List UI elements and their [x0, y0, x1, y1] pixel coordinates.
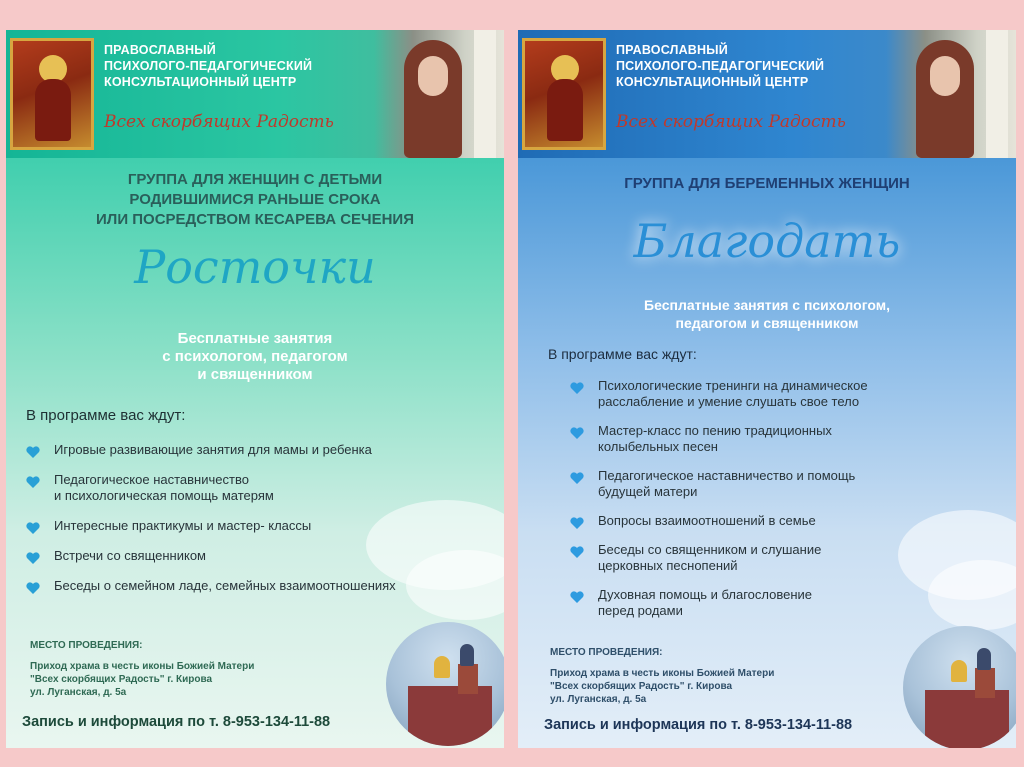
list-item-text: Педагогическое наставничество и психологическая помощь матерям [54, 472, 274, 503]
poster-header [518, 30, 1016, 158]
list-item [570, 513, 1000, 529]
woman-photo [374, 30, 504, 158]
list-item [26, 578, 496, 594]
heart-icon [570, 517, 584, 529]
venue-address: Приход храма в честь иконы Божией Матери "Всех скорбящих Радость" г. Кирова ул. Луганская, д. 5а [550, 668, 775, 705]
list-item-text: Вопросы взаимоотношений в семье [598, 513, 816, 528]
heart-icon [570, 472, 584, 484]
heart-icon [570, 591, 584, 603]
venue-label: МЕСТО ПРОВЕДЕНИЯ: [550, 647, 663, 658]
list-item [26, 518, 496, 534]
heart-icon [570, 546, 584, 558]
venue-address: Приход храма в честь иконы Божией Матери "Всех скорбящих Радость" г. Кирова ул. Луганская, д. 5а [30, 661, 255, 698]
list-item-text: Мастер-класс по пению традиционных колыбельных песен [598, 423, 832, 454]
church-photo [386, 622, 504, 746]
orthodox-icon-image [10, 38, 94, 150]
list-item-text: Игровые развивающие занятия для мамы и ребенка [54, 442, 372, 457]
org-name: ПРАВОСЛАВНЫЙ ПСИХОЛОГО-ПЕДАГОГИЧЕСКИЙ КОНСУЛЬТАЦИОННЫЙ ЦЕНТР [616, 43, 825, 89]
group-title: ГРУППА ДЛЯ БЕРЕМЕННЫХ ЖЕНЩИН [624, 175, 910, 192]
heart-icon [26, 522, 40, 534]
heart-icon [26, 476, 40, 488]
group-title: ГРУППА ДЛЯ ЖЕНЩИН С ДЕТЬМИ РОДИВШИМИСЯ РАНЬШЕ СРОКА ИЛИ ПОСРЕДСТВОМ КЕСАРЕВА СЕЧЕНИЯ [96, 171, 414, 228]
list-item [570, 587, 1000, 619]
list-item [26, 548, 496, 564]
list-item-text: Беседы о семейном ладе, семейных взаимоотношениях [54, 578, 396, 593]
org-script-name: Всех скорбящих Радость [616, 112, 846, 132]
script-title: Благодать [633, 214, 901, 268]
venue-label: МЕСТО ПРОВЕДЕНИЯ: [30, 640, 143, 651]
script-title: Росточки [134, 240, 376, 294]
heart-icon [26, 552, 40, 564]
church-photo [903, 626, 1016, 748]
program-list [26, 442, 496, 608]
list-item-text: Интересные практикумы и мастер- классы [54, 518, 312, 533]
list-item-text: Духовная помощь и благословение перед родами [598, 587, 813, 618]
list-item [570, 542, 1000, 574]
list-item [26, 472, 496, 504]
list-item-text: Педагогическое наставничество и помощь будущей матери [598, 468, 856, 499]
program-label: В программе вас ждут: [548, 346, 697, 362]
list-item [570, 423, 1000, 455]
heart-icon [26, 446, 40, 458]
list-item [570, 378, 1000, 410]
phone-info: Запись и информация по т. 8-953-134-11-88 [22, 714, 331, 730]
list-item [26, 442, 496, 458]
heart-icon [570, 427, 584, 439]
list-item-text: Психологические тренинги на динамическое расслабление и умение слушать свое тело [598, 378, 868, 409]
orthodox-icon-image [522, 38, 606, 150]
list-item-text: Встречи со священником [54, 548, 206, 563]
program-list [570, 378, 1000, 632]
phone-info: Запись и информация по т. 8-953-134-11-88 [544, 717, 853, 733]
org-name: ПРАВОСЛАВНЫЙ ПСИХОЛОГО-ПЕДАГОГИЧЕСКИЙ КОНСУЛЬТАЦИОННЫЙ ЦЕНТР [104, 43, 313, 89]
poster-blagodat [518, 30, 1016, 748]
heart-icon [26, 582, 40, 594]
list-item-text: Беседы со священником и слушание церковных песнопений [598, 542, 822, 573]
program-label: В программе вас ждут: [26, 407, 186, 424]
free-classes-text: Бесплатные занятия с психологом, педагогом и священником [162, 330, 348, 383]
heart-icon [570, 382, 584, 394]
free-classes-text: Бесплатные занятия с психологом, педагогом и священником [644, 297, 890, 331]
woman-photo [886, 30, 1016, 158]
list-item [570, 468, 1000, 500]
poster-rostochki [6, 30, 504, 748]
poster-header [6, 30, 504, 158]
org-script-name: Всех скорбящих Радость [104, 112, 334, 132]
